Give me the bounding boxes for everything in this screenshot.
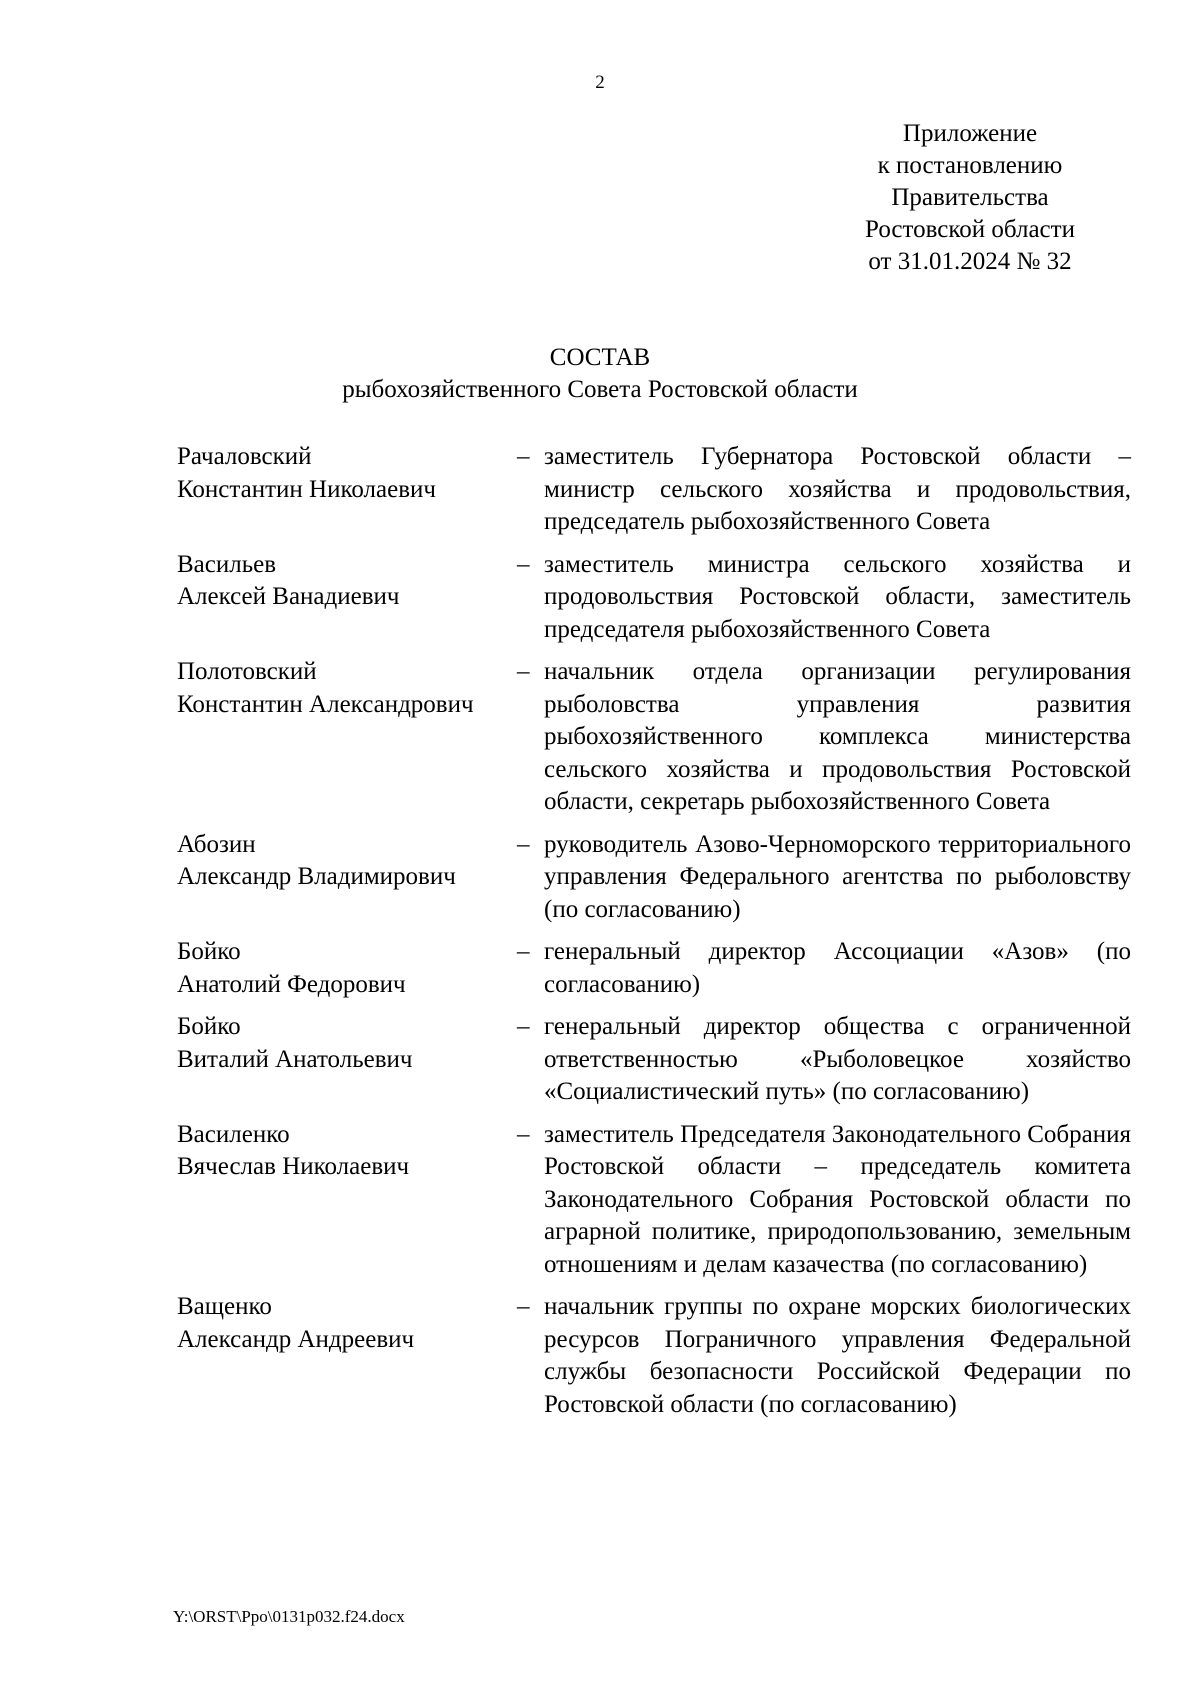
appendix-line: Ростовской области — [865, 216, 1075, 243]
member-surname: Бойко — [177, 938, 241, 965]
member-name — [177, 656, 517, 819]
appendix-line: Правительства — [891, 184, 1049, 211]
appendix-block — [830, 118, 1110, 278]
member-role: начальник группы по охране морских биологических ресурсов Пограничного управления Федеральной службы безопасности Российской Федерации по Ростовской области (по согласованию) — [544, 1293, 1131, 1418]
dash-separator: – — [517, 1293, 530, 1320]
member-row — [177, 656, 1137, 819]
member-surname: Бойко — [177, 1013, 241, 1040]
member-surname: Ващенко — [177, 1293, 272, 1320]
appendix-line: к постановлению — [877, 152, 1063, 179]
member-given-name: Виталий Анатольевич — [177, 1045, 413, 1073]
member-given-name: Константин Николаевич — [177, 475, 436, 503]
dash-separator: – — [517, 938, 530, 965]
member-name — [177, 549, 517, 647]
dash-separator: – — [517, 830, 530, 858]
member-given-name: Алексей Ванадиевич — [177, 583, 400, 610]
member-role: руководитель Азово-Черноморского территориального управления Федерального агентства по рыболовству (по согласованию) — [544, 830, 1131, 923]
dash-separator: – — [517, 1120, 530, 1148]
member-name — [177, 1291, 517, 1421]
page-number: 2 — [595, 72, 605, 93]
member-row — [177, 1011, 1137, 1109]
member-role: генеральный директор общества с ограниченной ответственностью «Рыболовецкое хозяйство «Социалистический путь» (по согласованию) — [544, 1013, 1131, 1105]
appendix-line: от 31.01.2024 № 32 — [868, 248, 1072, 275]
document-title — [0, 342, 1200, 406]
member-row — [177, 1291, 1137, 1421]
member-role: заместитель Председателя Законодательного Собрания Ростовской области – председатель комитета Законодательного Собрания Ростовской области по аграрной политике, природопользованию, земельным отношениям и делам казачества (по согласованию) — [544, 1120, 1131, 1278]
dash-separator: – — [517, 550, 530, 578]
member-given-name: Александр Владимирович — [177, 863, 456, 890]
member-role: заместитель министра сельского хозяйства и продовольствия Ростовской области, заместитель председателя рыбохозяйственного Совета — [544, 550, 1131, 643]
member-name — [177, 441, 517, 539]
title-heading: СОСТАВ — [549, 344, 651, 371]
member-role: генеральный директор Ассоциации «Азов» (по согласованию) — [544, 938, 1131, 998]
dash-separator: – — [517, 443, 530, 470]
dash-separator: – — [517, 658, 530, 685]
member-surname: Абозин — [177, 830, 256, 858]
member-given-name: Анатолий Федорович — [177, 970, 406, 998]
dash-separator: – — [517, 1013, 530, 1040]
member-given-name: Вячеслав Николаевич — [177, 1153, 410, 1180]
member-role: заместитель Губернатора Ростовской области – министр сельского хозяйства и продовольствия, председатель рыбохозяйственного Совета — [544, 443, 1131, 535]
member-row — [177, 549, 1137, 647]
member-surname: Рачаловский — [177, 443, 312, 470]
member-row — [177, 441, 1137, 539]
member-name — [177, 829, 517, 927]
member-name — [177, 936, 517, 1001]
member-row — [177, 936, 1137, 1001]
member-surname: Василенко — [177, 1120, 290, 1148]
members-list — [177, 441, 1137, 1431]
member-name — [177, 1119, 517, 1282]
title-subheading: рыбохозяйственного Совета Ростовской области — [342, 376, 858, 403]
member-name — [177, 1011, 517, 1109]
member-given-name: Константин Александрович — [177, 690, 474, 718]
appendix-line: Приложение — [902, 120, 1038, 147]
member-surname: Полотовский — [177, 658, 317, 685]
member-row — [177, 1119, 1137, 1282]
member-surname: Васильев — [177, 550, 277, 578]
member-given-name: Александр Андреевич — [177, 1325, 415, 1353]
member-row — [177, 829, 1137, 927]
member-role: начальник отдела организации регулирования рыболовства управления развития рыбохозяйственного комплекса министерства сельского хозяйства и продовольствия Ростовской области, секретарь рыбохозяйственного Совета — [544, 658, 1131, 815]
file-path-footer: Y:\ORST\Ppo\0131p032.f24.docx — [173, 1607, 405, 1626]
